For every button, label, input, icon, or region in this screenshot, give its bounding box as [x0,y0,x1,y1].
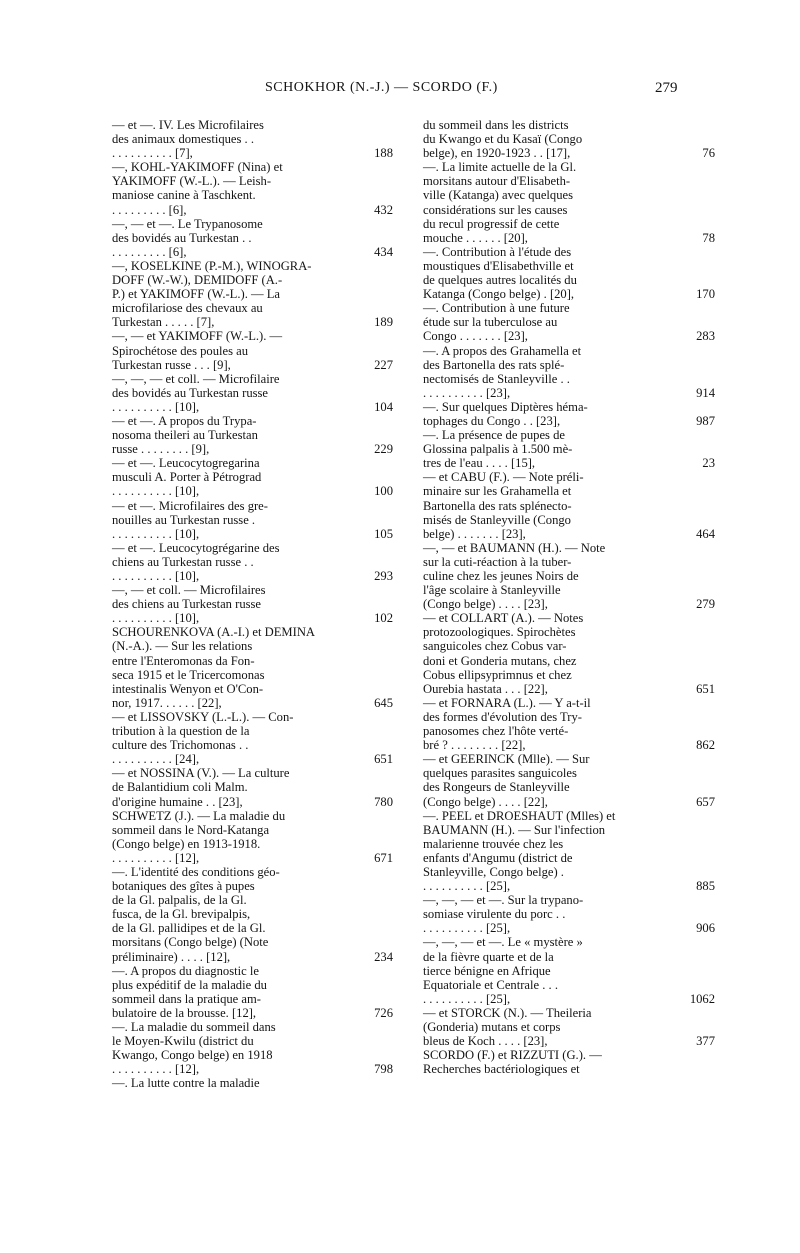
index-entry [112,371,393,414]
entry-line: bulatoire de la brousse. [12], [112,1005,257,1020]
entry-line: bré ? . . . . . . . . [22], [423,738,526,753]
entry-line: Congo . . . . . . . [23], [423,329,528,344]
page-reference: 23 [702,456,715,471]
entry-line: des formes d'évolution des Try- [423,709,582,724]
entry-line: —. Contribution à une future [423,301,570,316]
page-reference: 102 [374,611,393,626]
page-reference: 234 [374,949,393,964]
entry-line: — et COLLART (A.). — Notes [423,611,584,626]
index-entry [112,1020,393,1077]
entry-line: . . . . . . . . . . [10], [112,484,200,499]
entry-line: des animaux domestiques . . [112,132,255,147]
entry-line: de la fièvre quarte et de la [423,949,554,964]
index-entry [423,301,715,344]
page-reference: 987 [696,413,715,428]
index-entry [423,540,715,612]
entry-line: tres de l'eau . . . . [15], [423,456,536,471]
entry-line: moustiques d'Elisabethville et [423,258,574,273]
page-reference: 377 [696,1034,715,1049]
running-title: SCHOKHOR (N.-J.) — SCORDO (F.) [265,80,498,95]
entry-line: (Gonderia) mutans et corps [423,1020,561,1034]
index-entry [112,258,393,330]
index-entry [112,864,393,964]
entry-line: de Balantidium coli Malm. [112,780,248,795]
entry-line: enfants d'Angumu (district de [423,850,573,865]
index-entry [112,963,393,1020]
entry-line: — et —. Leucocytogregarina [112,456,260,471]
index-entry [112,583,393,626]
page-reference: 105 [374,526,393,541]
entry-line: DOFF (W.-W.), DEMIDOFF (A.- [112,273,283,288]
page-reference: 1062 [689,991,715,1006]
entry-line: plus expéditif de la maladie du [112,977,267,992]
entry-line: . . . . . . . . . . [10], [112,611,200,626]
entry-line: —. La lutte contre la maladie [112,1076,260,1091]
entry-line: nosoma theileri au Turkestan [112,428,258,443]
entry-line: SCHOURENKOVA (A.-I.) et DEMINA [112,625,316,640]
entry-line: musculi A. Porter à Pétrograd [112,470,262,485]
page-reference: 651 [696,681,715,696]
page-reference: 100 [374,484,393,499]
entry-line: . . . . . . . . . . [24], [112,752,200,767]
entry-line: du recul progressif de cette [423,216,560,231]
entry-line: ville (Katanga) avec quelques [423,188,574,203]
entry-line: — et CABU (F.). — Note préli- [423,470,584,485]
page-reference: 188 [374,146,393,161]
page-reference: 906 [696,921,715,936]
entry-line: Cobus ellipsyprimnus et chez [423,667,572,682]
entry-line: microfilariose des chevaux au [112,301,263,316]
left-column [112,118,393,1091]
entry-line: intestinalis Wenyon et O'Con- [112,681,264,696]
entry-line: (Congo belge) en 1913-1918. [112,836,261,851]
entry-line: belge), en 1920-1923 . . [17], [423,146,571,161]
entry-line: Bartonella des rats splénecto- [423,498,572,513]
entry-line: — et GEERINCK (Mlle). — Sur [423,752,590,767]
entry-line: des Rongeurs de Stanleyville [423,780,570,795]
entry-line: de quelques autres localités du [423,273,577,288]
index-entry [423,1005,715,1049]
page-reference: 651 [374,752,393,767]
entry-line: —, — et —. Le Trypanosome [112,216,263,231]
entry-line: . . . . . . . . . . [10], [112,569,200,583]
entry-line: tophages du Congo . . [23], [423,413,561,428]
entry-line: mouche . . . . . . [20], [423,230,528,245]
entry-line: botaniques des gîtes à pupes [112,879,255,894]
entry-line: BAUMANN (H.). — Sur l'infection [423,822,606,837]
entry-line: belge) . . . . . . . [23], [423,526,526,541]
index-entry [112,456,393,499]
entry-line: . . . . . . . . . . [25], [423,921,511,936]
entry-line: . . . . . . . . . [6], [112,244,187,259]
index-entry [423,470,715,541]
entry-line: —. A propos des Grahamella et [423,343,582,358]
entry-line: —, — et coll. — Microfilaires [112,583,266,598]
entry-line: P.) et YAKIMOFF (W.-L.). — La [112,287,281,302]
entry-line: nor, 1917. . . . . . [22], [112,695,222,710]
index-entry [112,118,393,161]
entry-line: — et NOSSINA (V.). — La culture [112,766,290,781]
index-entry [112,329,393,372]
page-reference: 885 [696,879,715,894]
entry-line: Turkestan . . . . . [7], [112,315,215,330]
index-entry [112,216,393,259]
entry-line: maniose canine à Taschkent. [112,188,256,203]
entry-line: Spirochétose des poules au [112,343,249,358]
index-entry [112,413,393,457]
index-entry [112,1076,374,1090]
entry-line: de la Gl. pallidipes et de la Gl. [112,921,266,936]
entry-line: (Congo belge) . . . . [23], [423,597,548,612]
entry-line: . . . . . . . . . . [25], [423,991,511,1006]
entry-line: Katanga (Congo belge) . [20], [423,287,575,302]
entry-line: YAKIMOFF (W.-L.). — Leish- [112,174,272,189]
index-entry [423,399,715,428]
entry-line: Turkestan russe . . . [9], [112,357,231,372]
entry-line: préliminaire) . . . . [12], [112,949,231,964]
page-reference: 229 [374,442,393,457]
entry-line: —, — et YAKIMOFF (W.-L.). — [112,329,283,344]
entry-line: minaire sur les Grahamella et [423,484,572,499]
entry-line: —, — et BAUMANN (H.). — Note [423,540,606,555]
entry-line: . . . . . . . . . . [12], [112,1062,200,1077]
entry-line: nectomisés de Stanleyville . . [423,371,570,386]
entry-line: panosomes chez l'hôte verté- [423,724,569,739]
page-number: 279 [655,80,678,96]
entry-line: d'origine humaine . . [23], [112,794,243,809]
entry-line: sommeil dans le Nord-Katanga [112,822,270,837]
entry-line: . . . . . . . . . . [23], [423,385,511,400]
entry-line: des bovidés au Turkestan . . [112,230,252,245]
entry-line: tribution à la question de la [112,724,250,739]
entry-line: sanguicoles chez Cobus var- [423,639,567,654]
entry-line: étude sur la tuberculose au [423,315,558,330]
entry-line: . . . . . . . . . . [7], [112,146,193,161]
page-reference: 104 [374,399,393,414]
entry-line: —. La maladie du sommeil dans [112,1020,276,1034]
entry-line: culture des Trichomonas . . [112,738,249,753]
entry-line: russe . . . . . . . . [9], [112,442,210,457]
entry-line: —. La présence de pupes de [423,428,565,443]
entry-line: des bovidés au Turkestan russe [112,385,269,400]
entry-line: — et —. Microfilaires des gre- [112,498,268,513]
index-entry [423,893,715,936]
entry-line: considérations sur les causes [423,202,568,217]
entry-line: . . . . . . . . . [6], [112,202,187,217]
entry-line: morsitans (Congo belge) (Note [112,935,269,950]
entry-line: sommeil dans la pratique am- [112,991,261,1006]
entry-line: Glossina palpalis à 1.500 mè- [423,442,573,457]
entry-line: —. Contribution à l'étude des [423,244,572,259]
page-reference: 862 [696,738,715,753]
page-reference: 671 [374,850,393,865]
entry-line: Equatoriale et Centrale . . . [423,977,558,992]
page-reference: 227 [374,357,393,372]
page-reference: 189 [374,315,393,330]
page-reference: 798 [374,1062,393,1077]
entry-line: —. PEEL et DROESHAUT (Mlles) et [423,808,616,823]
page-reference: 434 [374,244,393,259]
running-header [0,80,800,102]
index-entry [112,160,393,217]
entry-line: du sommeil dans les districts [423,118,569,132]
page-reference: 726 [374,1005,393,1020]
page-reference: 170 [696,287,715,302]
entry-line: — et LISSOVSKY (L.-L.). — Con- [112,709,294,724]
entry-line: — et FORNARA (L.). — Y a-t-il [423,695,591,710]
page-reference: 283 [696,329,715,344]
entry-line: —, KOSELKINE (P.-M.), WINOGRA- [112,258,312,273]
index-entry [112,766,393,809]
entry-line: chiens au Turkestan russe . . [112,554,254,569]
entry-line: somiase virulente du porc . . [423,907,566,922]
page-reference: 914 [696,385,715,400]
entry-line: — et —. Leucocytogrégarine des [112,540,280,555]
entry-line: l'âge scolaire à Stanleyville [423,583,561,598]
entry-line: —, —, — et —. Sur la trypano- [423,893,584,908]
entry-line: doni et Gonderia mutans, chez [423,653,577,668]
entry-line: — et STORCK (N.). — Theileria [423,1005,592,1020]
entry-line: SCHWETZ (J.). — La maladie du [112,808,286,823]
entry-line: morsitans autour d'Elisabeth- [423,174,571,189]
index-entry [112,709,393,767]
entry-line: —. A propos du diagnostic le [112,963,259,978]
entry-line: . . . . . . . . . . [10], [112,399,200,414]
entry-line: . . . . . . . . . . [10], [112,526,200,541]
index-entry [112,808,393,865]
page-reference: 464 [696,526,715,541]
index-entry [112,625,393,710]
entry-line: le Moyen-Kwilu (district du [112,1034,254,1049]
index-entry [423,118,715,161]
index-entry [423,808,715,894]
page-reference: 78 [702,230,715,245]
entry-line: —, KOHL-YAKIMOFF (Nina) et [112,160,283,175]
entry-line: SCORDO (F.) et RIZZUTI (G.). — [423,1048,602,1063]
entry-line: —, —, — et coll. — Microfilaire [112,371,280,386]
entry-line: bleus de Koch . . . . [23], [423,1034,548,1049]
entry-line: — et —. A propos du Trypa- [112,413,257,428]
index-entry [423,343,715,400]
page-reference: 279 [696,597,715,612]
entry-line: —. La limite actuelle de la Gl. [423,160,577,175]
index-entry [423,695,715,753]
entry-line: Ourebia hastata . . . [22], [423,681,548,696]
entry-line: tierce bénigne en Afrique [423,963,551,978]
entry-line: —. Sur quelques Diptères héma- [423,399,588,414]
index-entry [112,498,393,541]
index-entry [423,244,715,302]
index-entry [423,752,715,809]
index-entry [423,935,715,1006]
entry-line: (N.-A.). — Sur les relations [112,639,253,654]
entry-line: misés de Stanleyville (Congo [423,512,571,527]
right-column [423,118,715,1077]
entry-line: sur la cuti-réaction à la tuber- [423,554,572,569]
index-entry [112,540,393,583]
entry-line: Kwango, Congo belge) en 1918 [112,1048,273,1063]
entry-line: protozoologiques. Spirochètes [423,625,576,640]
entry-line: . . . . . . . . . . [25], [423,879,511,894]
entry-line: malarienne trouvée chez les [423,836,564,851]
page-reference: 645 [374,695,393,710]
entry-line: du Kwango et du Kasaï (Congo [423,132,583,147]
entry-line: de la Gl. palpalis, de la Gl. [112,893,247,908]
page-reference: 780 [374,794,393,809]
entry-line: des Bartonella des rats splé- [423,357,565,372]
entry-line: fusca, de la Gl. brevipalpis, [112,907,251,922]
entry-line: Recherches bactériologiques et [423,1062,580,1077]
page-reference: 293 [374,569,393,583]
entry-line: entre l'Enteromonas da Fon- [112,653,255,668]
entry-line: —, —, — et —. Le « mystère » [423,935,583,950]
index-entry [423,611,715,696]
page-reference: 657 [696,794,715,809]
entry-line: — et —. IV. Les Microfilaires [112,118,264,132]
entry-line: nouilles au Turkestan russe . [112,512,256,527]
index-entry [423,428,715,471]
page-reference: 76 [702,146,715,161]
entry-line: Stanleyville, Congo belge) . [423,864,564,879]
entry-line: . . . . . . . . . . [12], [112,850,200,865]
entry-line: (Congo belge) . . . . [22], [423,794,548,809]
entry-line: seca 1915 et le Tricercomonas [112,667,265,682]
entry-line: quelques parasites sanguicoles [423,766,577,781]
entry-line: des chiens au Turkestan russe [112,597,262,612]
entry-line: —. L'identité des conditions géo- [112,864,280,879]
index-entry [423,1048,685,1076]
index-entry [423,160,715,245]
page-reference: 432 [374,202,393,217]
entry-line: culine chez les jeunes Noirs de [423,569,579,583]
